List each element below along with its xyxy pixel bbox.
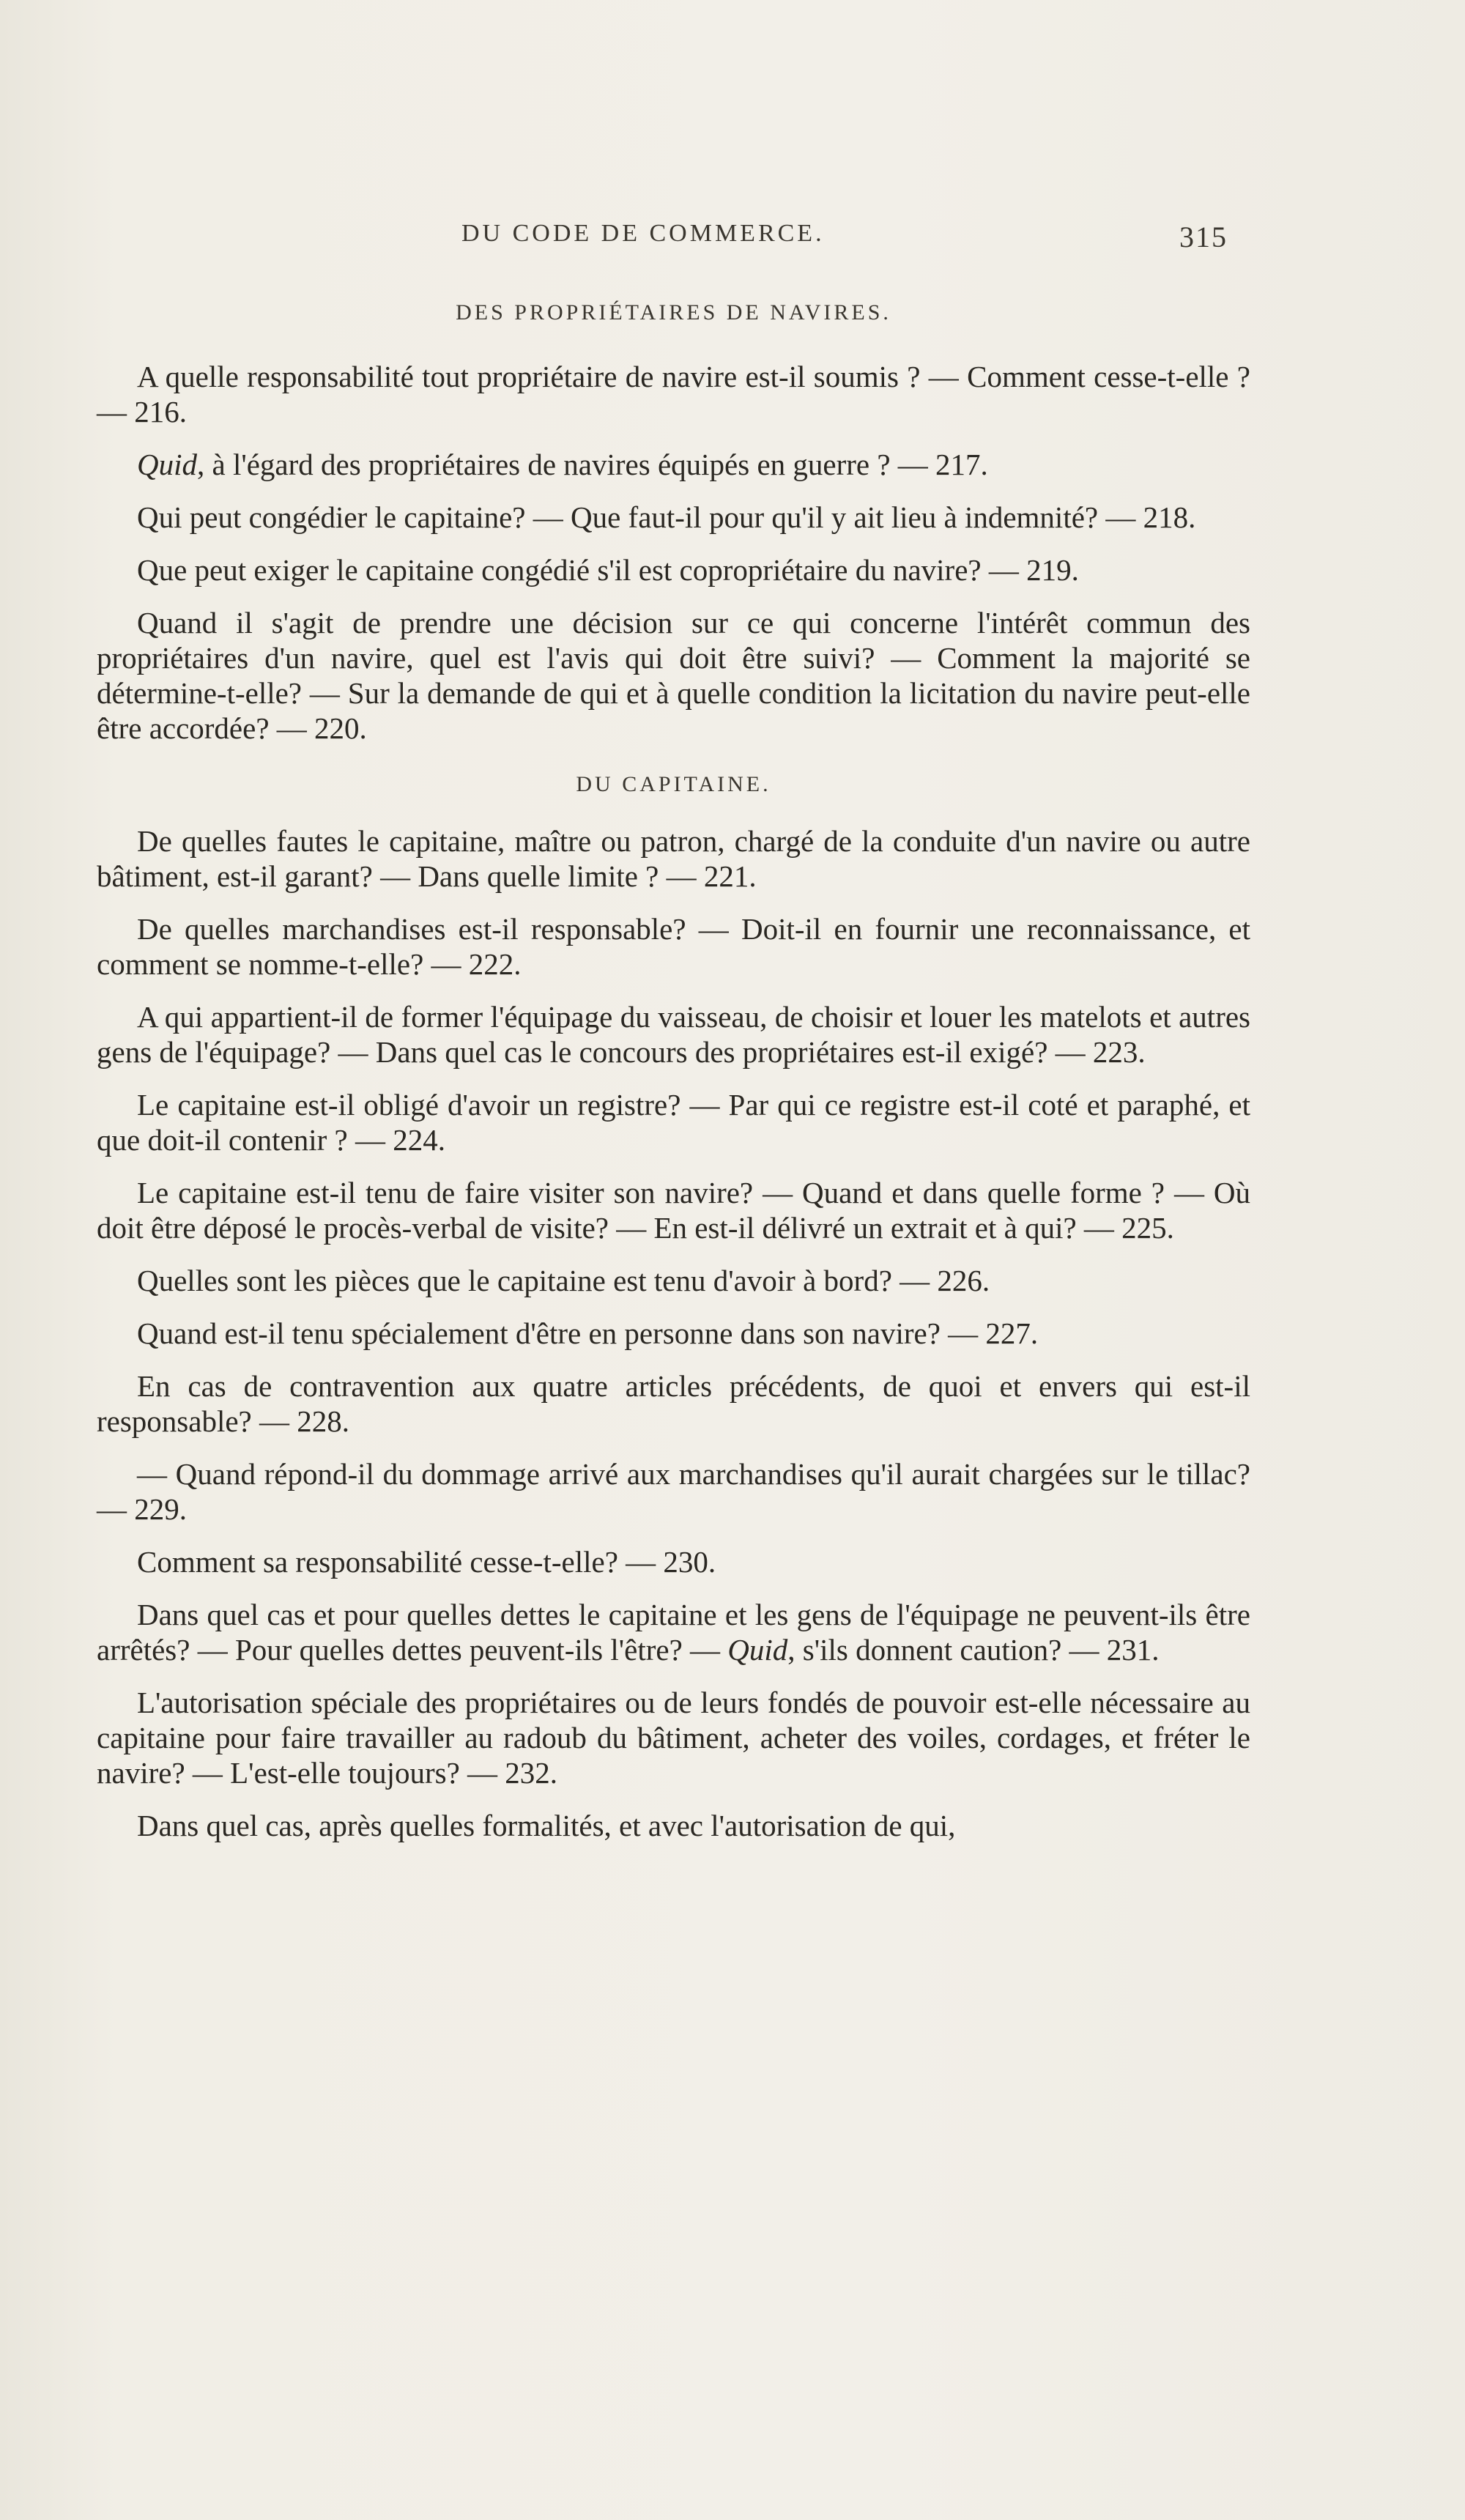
italic-term: Quid bbox=[727, 1633, 788, 1667]
paragraph: A quelle responsabilité tout propriétaire de navire est-il soumis ? — Comment cesse-t-elle ? — 216. bbox=[97, 360, 1250, 429]
section-title-proprietaires: DES PROPRIÉTAIRES DE NAVIRES. bbox=[456, 300, 891, 325]
paragraph: Le capitaine est-il tenu de faire visiter son navire? — Quand et dans quelle forme ? — Où doit être déposé le procès-verbal de visite? — En est-il délivré un extrait et à qui? — 225. bbox=[97, 1176, 1250, 1245]
paragraph: Quand est-il tenu spécialement d'être en personne dans son navire? — 227. bbox=[137, 1316, 1039, 1350]
paragraph: Comment sa responsabilité cesse-t-elle? — 230. bbox=[137, 1545, 716, 1579]
paragraph: Quelles sont les pièces que le capitaine est tenu d'avoir à bord? — 226. bbox=[137, 1264, 990, 1297]
paragraph: A qui appartient-il de former l'équipage du vaisseau, de choisir et louer les matelots et autres gens de l'équipage? — Dans quel cas le concours des propriétaires est-il exigé? — 223. bbox=[97, 1000, 1250, 1069]
paragraph: Quid, à l'égard des propriétaires de navires équipés en guerre ? — 217. bbox=[137, 448, 988, 481]
paragraph: De quelles marchandises est-il responsable? — Doit-il en fournir une reconnaissance, et comment se nomme-t-elle? — 222. bbox=[97, 912, 1250, 981]
text-block bbox=[97, 300, 1250, 1861]
paragraph: Dans quel cas, après quelles formalités, et avec l'autorisation de qui, bbox=[137, 1809, 956, 1842]
paragraph: Le capitaine est-il obligé d'avoir un registre? — Par qui ce registre est-il coté et paraphé, et que doit-il contenir ? — 224. bbox=[97, 1088, 1250, 1157]
paragraph: — Quand répond-il du dommage arrivé aux marchandises qu'il aurait chargées sur le tillac? — 229. bbox=[97, 1457, 1250, 1526]
page-number: 315 bbox=[1179, 220, 1228, 253]
paragraph: Dans quel cas et pour quelles dettes le capitaine et les gens de l'équipage ne peuvent-ils être arrêtés? — Pour quelles dettes peuvent-ils l'être? — Quid, s'ils donnent caution? — 231. bbox=[97, 1598, 1250, 1667]
paragraph: Quand il s'agit de prendre une décision sur ce qui concerne l'intérêt commun des propriétaires d'un navire, quel est l'avis qui doit être suivi? — Comment la majorité se détermine-t-elle? — Sur la demande de qui et à quelle condition la licitation du navire peut-elle être accordée? — 220. bbox=[97, 606, 1250, 745]
paragraph: Qui peut congédier le capitaine? — Que faut-il pour qu'il y ait lieu à indemnité? — 218. bbox=[137, 500, 1196, 534]
paragraph: En cas de contravention aux quatre articles précédents, de quoi et envers qui est-il responsable? — 228. bbox=[97, 1369, 1250, 1438]
section-title-capitaine: DU CAPITAINE. bbox=[576, 772, 771, 796]
paragraph: Que peut exiger le capitaine congédié s'il est copropriétaire du navire? — 219. bbox=[137, 553, 1079, 587]
italic-term: Quid bbox=[137, 448, 197, 481]
paragraph: De quelles fautes le capitaine, maître ou patron, chargé de la conduite d'un navire ou autre bâtiment, est-il garant? — Dans quelle limite ? — 221. bbox=[97, 824, 1250, 893]
running-title: DU CODE DE COMMERCE. bbox=[461, 220, 825, 247]
running-head bbox=[0, 220, 1465, 264]
paragraph: L'autorisation spéciale des propriétaires ou de leurs fondés de pouvoir est-elle nécessaire au capitaine pour faire travailler au radoub du bâtiment, acheter des voiles, cordages, et fréter le navire? — L'est-elle toujours? — 232. bbox=[97, 1686, 1250, 1790]
